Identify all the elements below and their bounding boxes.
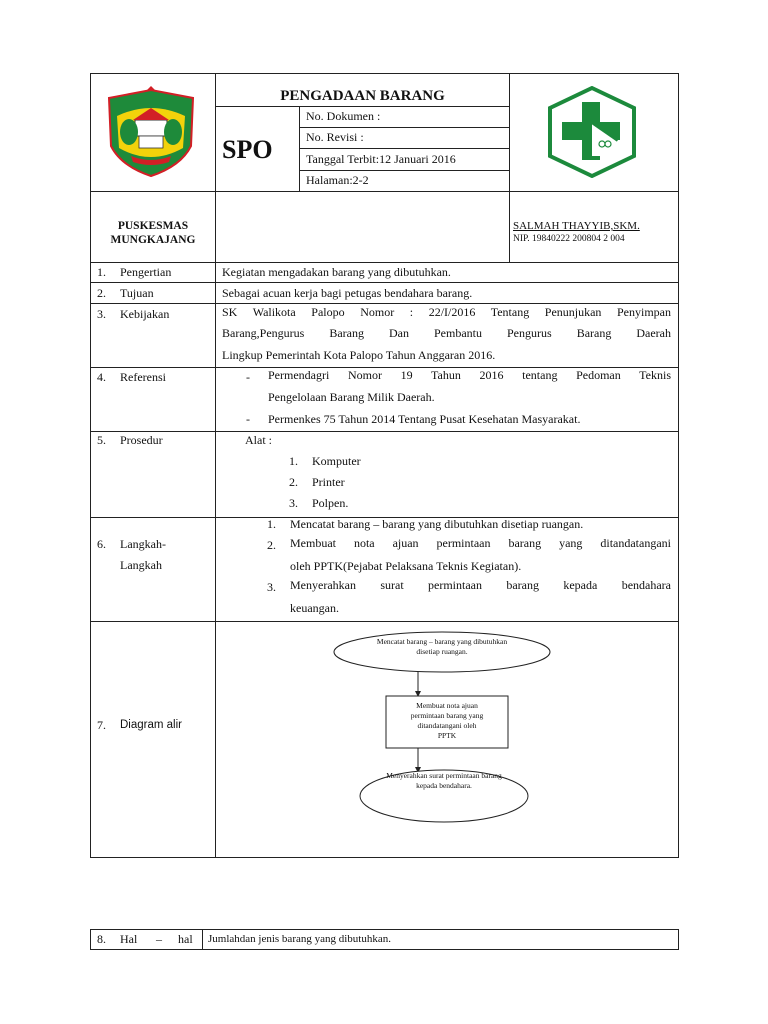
row-7-number: 7.: [97, 718, 106, 732]
row-2-number: 2.: [97, 286, 106, 300]
row-6-item-2-line-1: Membuat nota ajuan permintaan barang yang ditandatangani: [290, 536, 671, 550]
row-6-number: 6.: [97, 537, 106, 551]
row-4-bullet-1: -: [246, 370, 250, 384]
field-no-revisi: No. Revisi :: [306, 130, 364, 144]
row-3-line-2: Barang,Pengurus Barang Dan Pembantu Pengurus Barang Daerah: [222, 326, 671, 340]
row-6-item-1-line-1: Mencatat barang – barang yang dibutuhkan disetiap ruangan.: [290, 517, 584, 531]
row-3-label: Kebijakan: [120, 307, 170, 321]
row-4-label: Referensi: [120, 370, 166, 384]
row-5-label: Prosedur: [120, 433, 163, 447]
row-4-bullet-2: -: [246, 412, 250, 426]
flow-step-2-line-3: ditandatangani oleh: [417, 721, 477, 730]
row-6-item-3-number: 3.: [267, 580, 276, 594]
row-5-item-2-number: 2.: [289, 475, 298, 489]
org-name-line1: PUSKESMAS: [117, 220, 189, 232]
spo-label: SPO: [222, 135, 273, 164]
row-3-line-3: Lingkup Pemerintah Kota Palopo Tahun Anggaran 2016.: [222, 348, 496, 362]
row-5-number: 5.: [97, 433, 106, 447]
field-tanggal-terbit: Tanggal Terbit:12 Januari 2016: [306, 152, 456, 166]
row-5-item-3-text: Polpen.: [312, 496, 349, 510]
signer-nip: NIP. 19840222 200804 2 004: [513, 234, 625, 244]
row-4-item-2-line-1: Permenkes 75 Tahun 2014 Tentang Pusat Kesehatan Masyarakat.: [268, 412, 581, 426]
kota-palopo-emblem-icon: [103, 86, 199, 178]
row-5-item-2-text: Printer: [312, 475, 345, 489]
row-5-item-1-text: Komputer: [312, 454, 361, 468]
row-2-label: Tujuan: [120, 286, 154, 300]
flow-step-1-line-2: disetiap ruangan.: [416, 647, 468, 656]
row-6-item-3-line-1: Menyerahkan surat permintaan barang kepada bendahara: [290, 578, 671, 592]
row-8-number: 8.: [97, 932, 106, 946]
flow-step-2-line-2: permintaan barang yang: [410, 711, 484, 720]
row-5-item-1-number: 1.: [289, 454, 298, 468]
row-6-item-1-number: 1.: [267, 517, 276, 531]
row-6-label-line-1: Langkah-: [120, 537, 166, 551]
row-8-label-a: Hal: [120, 932, 138, 946]
row-6-item-3-line-2: keuangan.: [290, 601, 339, 615]
row-1-text: Kegiatan mengadakan barang yang dibutuhkan.: [222, 265, 451, 279]
row-3-number: 3.: [97, 307, 106, 321]
flow-step-3-line-2: kepada bendahara.: [416, 781, 472, 790]
row-2-text: Sebagai acuan kerja bagi petugas bendahara barang.: [222, 286, 473, 300]
row-7-label: Diagram alir: [120, 719, 182, 731]
row-6-label-line-2: Langkah: [120, 558, 162, 572]
row-3-line-1: SK Walikota Palopo Nomor : 22/I/2016 Tentang Penunjukan Penyimpan: [222, 305, 671, 319]
field-halaman: Halaman:2-2: [306, 173, 369, 187]
row-5-item-3-number: 3.: [289, 496, 298, 510]
signer-name: SALMAH THAYYIB,SKM.: [513, 220, 640, 232]
document-title: PENGADAAN BARANG: [280, 88, 445, 104]
row-1-label: Pengertian: [120, 265, 172, 279]
row-4-number: 4.: [97, 370, 106, 384]
row-8-dash: –: [156, 932, 162, 946]
flow-step-1-line-1: Mencatat barang – barang yang dibutuhkan: [376, 637, 508, 646]
row-4-item-1-line-2: Pengelolaan Barang Milik Daerah.: [268, 390, 435, 404]
field-no-dokumen: No. Dokumen :: [306, 109, 381, 123]
row-1-number: 1.: [97, 265, 106, 279]
org-name-line2: MUNGKAJANG: [110, 234, 196, 246]
row-4-item-1-line-1: Permendagri Nomor 19 Tahun 2016 tentang Pedoman Teknis: [268, 368, 671, 382]
row-6-item-2-number: 2.: [267, 538, 276, 552]
row-8-text: Jumlahdan jenis barang yang dibutuhkan.: [208, 933, 391, 945]
puskesmas-cross-icon: [546, 86, 638, 178]
row-8-label-b: hal: [178, 932, 193, 946]
flow-step-3-line-1: Menyerahkan surat permintaan barang: [386, 771, 502, 780]
flow-step-2-line-1: Membuat nota ajuan: [416, 701, 478, 710]
flow-step-2-line-4: PPTK: [437, 731, 457, 740]
row-5-intro: Alat :: [245, 433, 272, 447]
row-6-item-2-line-2: oleh PPTK(Pejabat Pelaksana Teknis Kegiatan).: [290, 559, 522, 573]
